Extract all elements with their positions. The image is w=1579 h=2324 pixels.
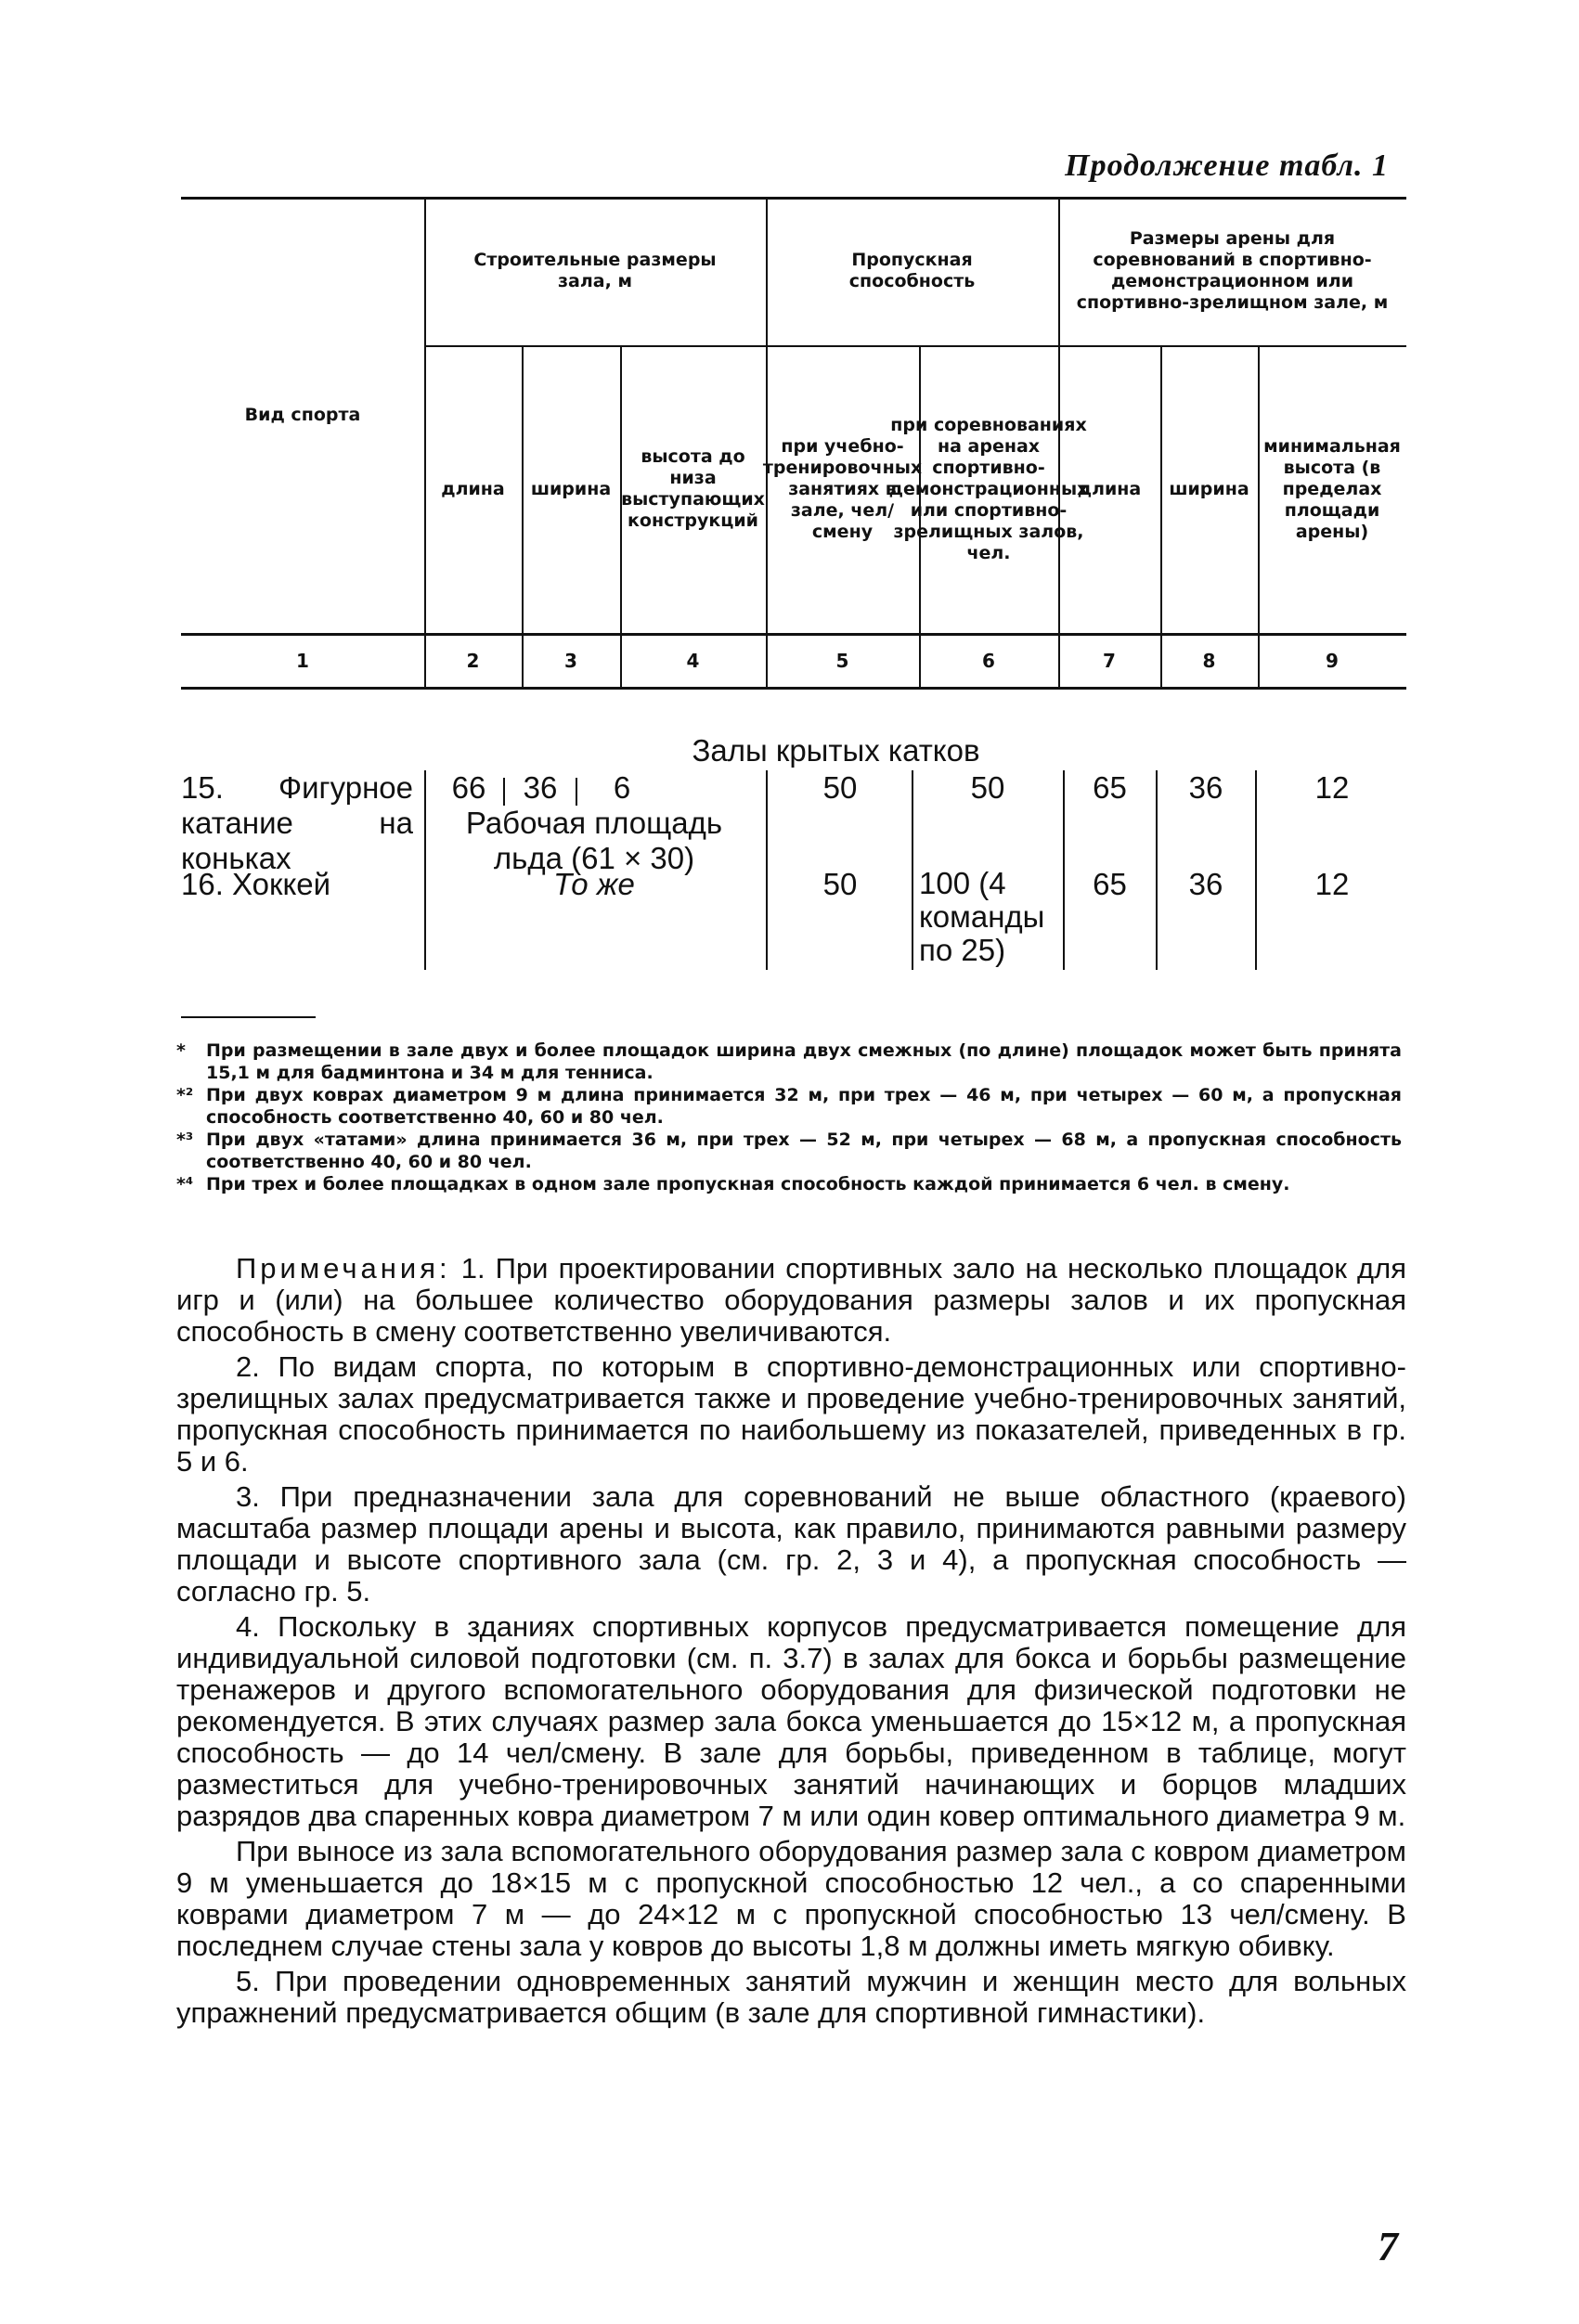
note-paragraph: 4. Поскольку в зданиях спортивных корпусов предусматривается помещение для индивидуальной силовой подготовки (см. п. 3.7) в залах для бокса и борьбы размещение тренажеров и другого вспомогательного оборудования для физической подготовки не рекомендуется. В этих случаях размер зала бокса уменьшается до 15×12 м, а пропускная способность — до 14 чел/смену. В зале для борьбы, приведенном в таблице, могут разместиться для учебно-тренировочных занятий начинающих и борцов младших разрядов два спаренных ковра диаметром 7 м или один ковер оптимального диаметра 9 м. bbox=[176, 1610, 1406, 1832]
footnote-mark: *² bbox=[176, 1085, 194, 1105]
note-paragraph: 3. При предназначении зала для соревнований не выше областного (краевого) масштаба размер площади арены и высота, как правило, принимаются равными размеру площади и высоте спортивного зала (см. гр. 2, 3 и 4), а пропускная способность — согласно гр. 5. bbox=[176, 1480, 1406, 1607]
header-arena-group: Размеры арены для соревнований в спортивно-демонстрационном или спортивно-зрелищном зале, м bbox=[1076, 228, 1389, 313]
footnote-text: При двух коврах диаметром 9 м длина принимается 32 м, при трех — 46 м, при четырех — 60 м, а пропускная способность соответственно 40, 60 и 80 чел. bbox=[206, 1085, 1402, 1128]
body-col-divider bbox=[766, 770, 768, 970]
inner-divider bbox=[576, 778, 577, 806]
footnote bbox=[176, 1173, 1402, 1195]
notes-label: Примечания: bbox=[236, 1252, 451, 1285]
page-number: 7 bbox=[1378, 2224, 1398, 2269]
row-arena-height: 12 bbox=[1314, 770, 1350, 805]
column-number: 4 bbox=[686, 650, 700, 672]
footnote-text: При трех и более площадках в одном зале пропускная способность каждой принимается 6 чел. в смену. bbox=[206, 1174, 1290, 1194]
column-number: 6 bbox=[982, 650, 995, 672]
body-col-divider bbox=[1156, 770, 1158, 970]
row-dims-note: То же bbox=[553, 867, 635, 901]
numbers-bottom-rule bbox=[181, 687, 1406, 690]
footnote bbox=[176, 1084, 1402, 1129]
footnote bbox=[176, 1039, 1402, 1084]
header-bottom-rule bbox=[181, 633, 1406, 636]
column-number: 3 bbox=[564, 650, 577, 672]
footnote-rule bbox=[181, 1016, 316, 1018]
row-sport: 16. Хоккей bbox=[181, 867, 331, 901]
row-arena-height: 12 bbox=[1314, 867, 1350, 901]
column-number: 9 bbox=[1326, 650, 1339, 672]
notes bbox=[176, 1253, 1406, 2033]
header-training: при учебно-тренировочных занятиях в зале, чел/смену bbox=[762, 435, 923, 542]
footnote-mark: *³ bbox=[176, 1130, 194, 1150]
header-competition: при соревнованиях на аренах спортивно-демонстрационных или спортивно-зрелищных залов, чел. bbox=[888, 414, 1089, 563]
footnote-mark: *⁴ bbox=[176, 1174, 194, 1194]
header-arena-height: минимальная высота (в пределах площади арены) bbox=[1263, 435, 1401, 542]
header-arena-length: длина bbox=[1077, 478, 1142, 499]
continuation-title: Продолжение табл. 1 bbox=[1065, 148, 1389, 183]
body-col-divider bbox=[912, 770, 913, 970]
header-capacity-group: Пропускная способность bbox=[848, 250, 976, 291]
body-col-divider bbox=[424, 770, 426, 970]
body-col-divider bbox=[1063, 770, 1065, 970]
footnote-mark: * bbox=[176, 1040, 186, 1061]
footnote bbox=[176, 1129, 1402, 1173]
row-arena-length: 65 bbox=[1093, 867, 1127, 901]
row-arena-length: 65 bbox=[1093, 770, 1127, 805]
column-number: 2 bbox=[466, 650, 480, 672]
row-arena-width: 36 bbox=[1188, 867, 1223, 901]
header-arena-width: ширина bbox=[1169, 478, 1249, 499]
note-text: 1. При проектировании спортивных зало на несколько площадок для игр и (или) на большее количество оборудования размеры залов и их пропускная способность в смену соответственно увеличиваются. bbox=[176, 1252, 1406, 1348]
note-paragraph: При выносе из зала вспомогательного оборудования размер зала с ковром диаметром 9 м уменьшается до 18×15 м с пропускной способностью 12 чел., а со спаренными коврами диаметром 7 м — до 24×12 м с пропускной способностью 13 чел/смену. В последнем случае стены зала у ковров до высоты 1,8 м должны иметь мягкую обивку. bbox=[176, 1835, 1406, 1962]
row-height: 6 bbox=[613, 770, 631, 805]
row-training: 50 bbox=[822, 867, 858, 901]
header-width: ширина bbox=[530, 478, 612, 499]
row-competition: 100 (4 команды по 25) bbox=[919, 866, 1045, 967]
row-length: 66 bbox=[451, 770, 486, 805]
row-sport: 15. Фигурное катание на коньках bbox=[181, 770, 413, 875]
header-height: высота до низа выступающих конструкций bbox=[621, 446, 765, 531]
footnote-text: При двух «татами» длина принимается 36 м, при трех — 52 м, при четырех — 68 м, а пропускная способность соответственно 40, 60 и 80 чел. bbox=[206, 1130, 1402, 1172]
note-paragraph: 5. При проведении одновременных занятий мужчин и женщин место для вольных упражнений предусматривается общим (в зале для спортивной гимнастики). bbox=[176, 1965, 1406, 2029]
header-length: длина bbox=[441, 478, 505, 499]
note-paragraph bbox=[176, 1253, 1406, 1348]
column-number: 7 bbox=[1103, 650, 1116, 672]
section-title: Залы крытых катков bbox=[692, 733, 980, 768]
body-col-divider bbox=[1255, 770, 1257, 970]
row-dims-note: Рабочая площадь льда (61 × 30) bbox=[465, 806, 723, 875]
row-training: 50 bbox=[822, 770, 858, 805]
note-paragraph: 2. По видам спорта, по которым в спортивно-демонстрационных или спортивно-зрелищных залах предусматривается также и проведение учебно-тренировочных занятий, пропускная способность принимается по наибольшему из показателей, приведенных в гр. 5 и 6. bbox=[176, 1350, 1406, 1478]
footnote-text: При размещении в зале двух и более площадок ширина двух смежных (по длине) площадок может быть принята 15,1 м для бадминтона и 34 м для тенниса. bbox=[206, 1040, 1402, 1083]
row-competition: 50 bbox=[970, 770, 1005, 805]
row-width: 36 bbox=[523, 770, 558, 805]
header-building-group: Строительные размеры зала, м bbox=[473, 250, 717, 291]
column-number: 1 bbox=[296, 650, 309, 672]
column-number: 8 bbox=[1202, 650, 1216, 672]
footnotes bbox=[176, 1039, 1402, 1195]
inner-divider bbox=[503, 778, 505, 806]
column-number: 5 bbox=[835, 650, 849, 672]
header-sport: Вид спорта bbox=[244, 404, 361, 425]
row-arena-width: 36 bbox=[1188, 770, 1223, 805]
